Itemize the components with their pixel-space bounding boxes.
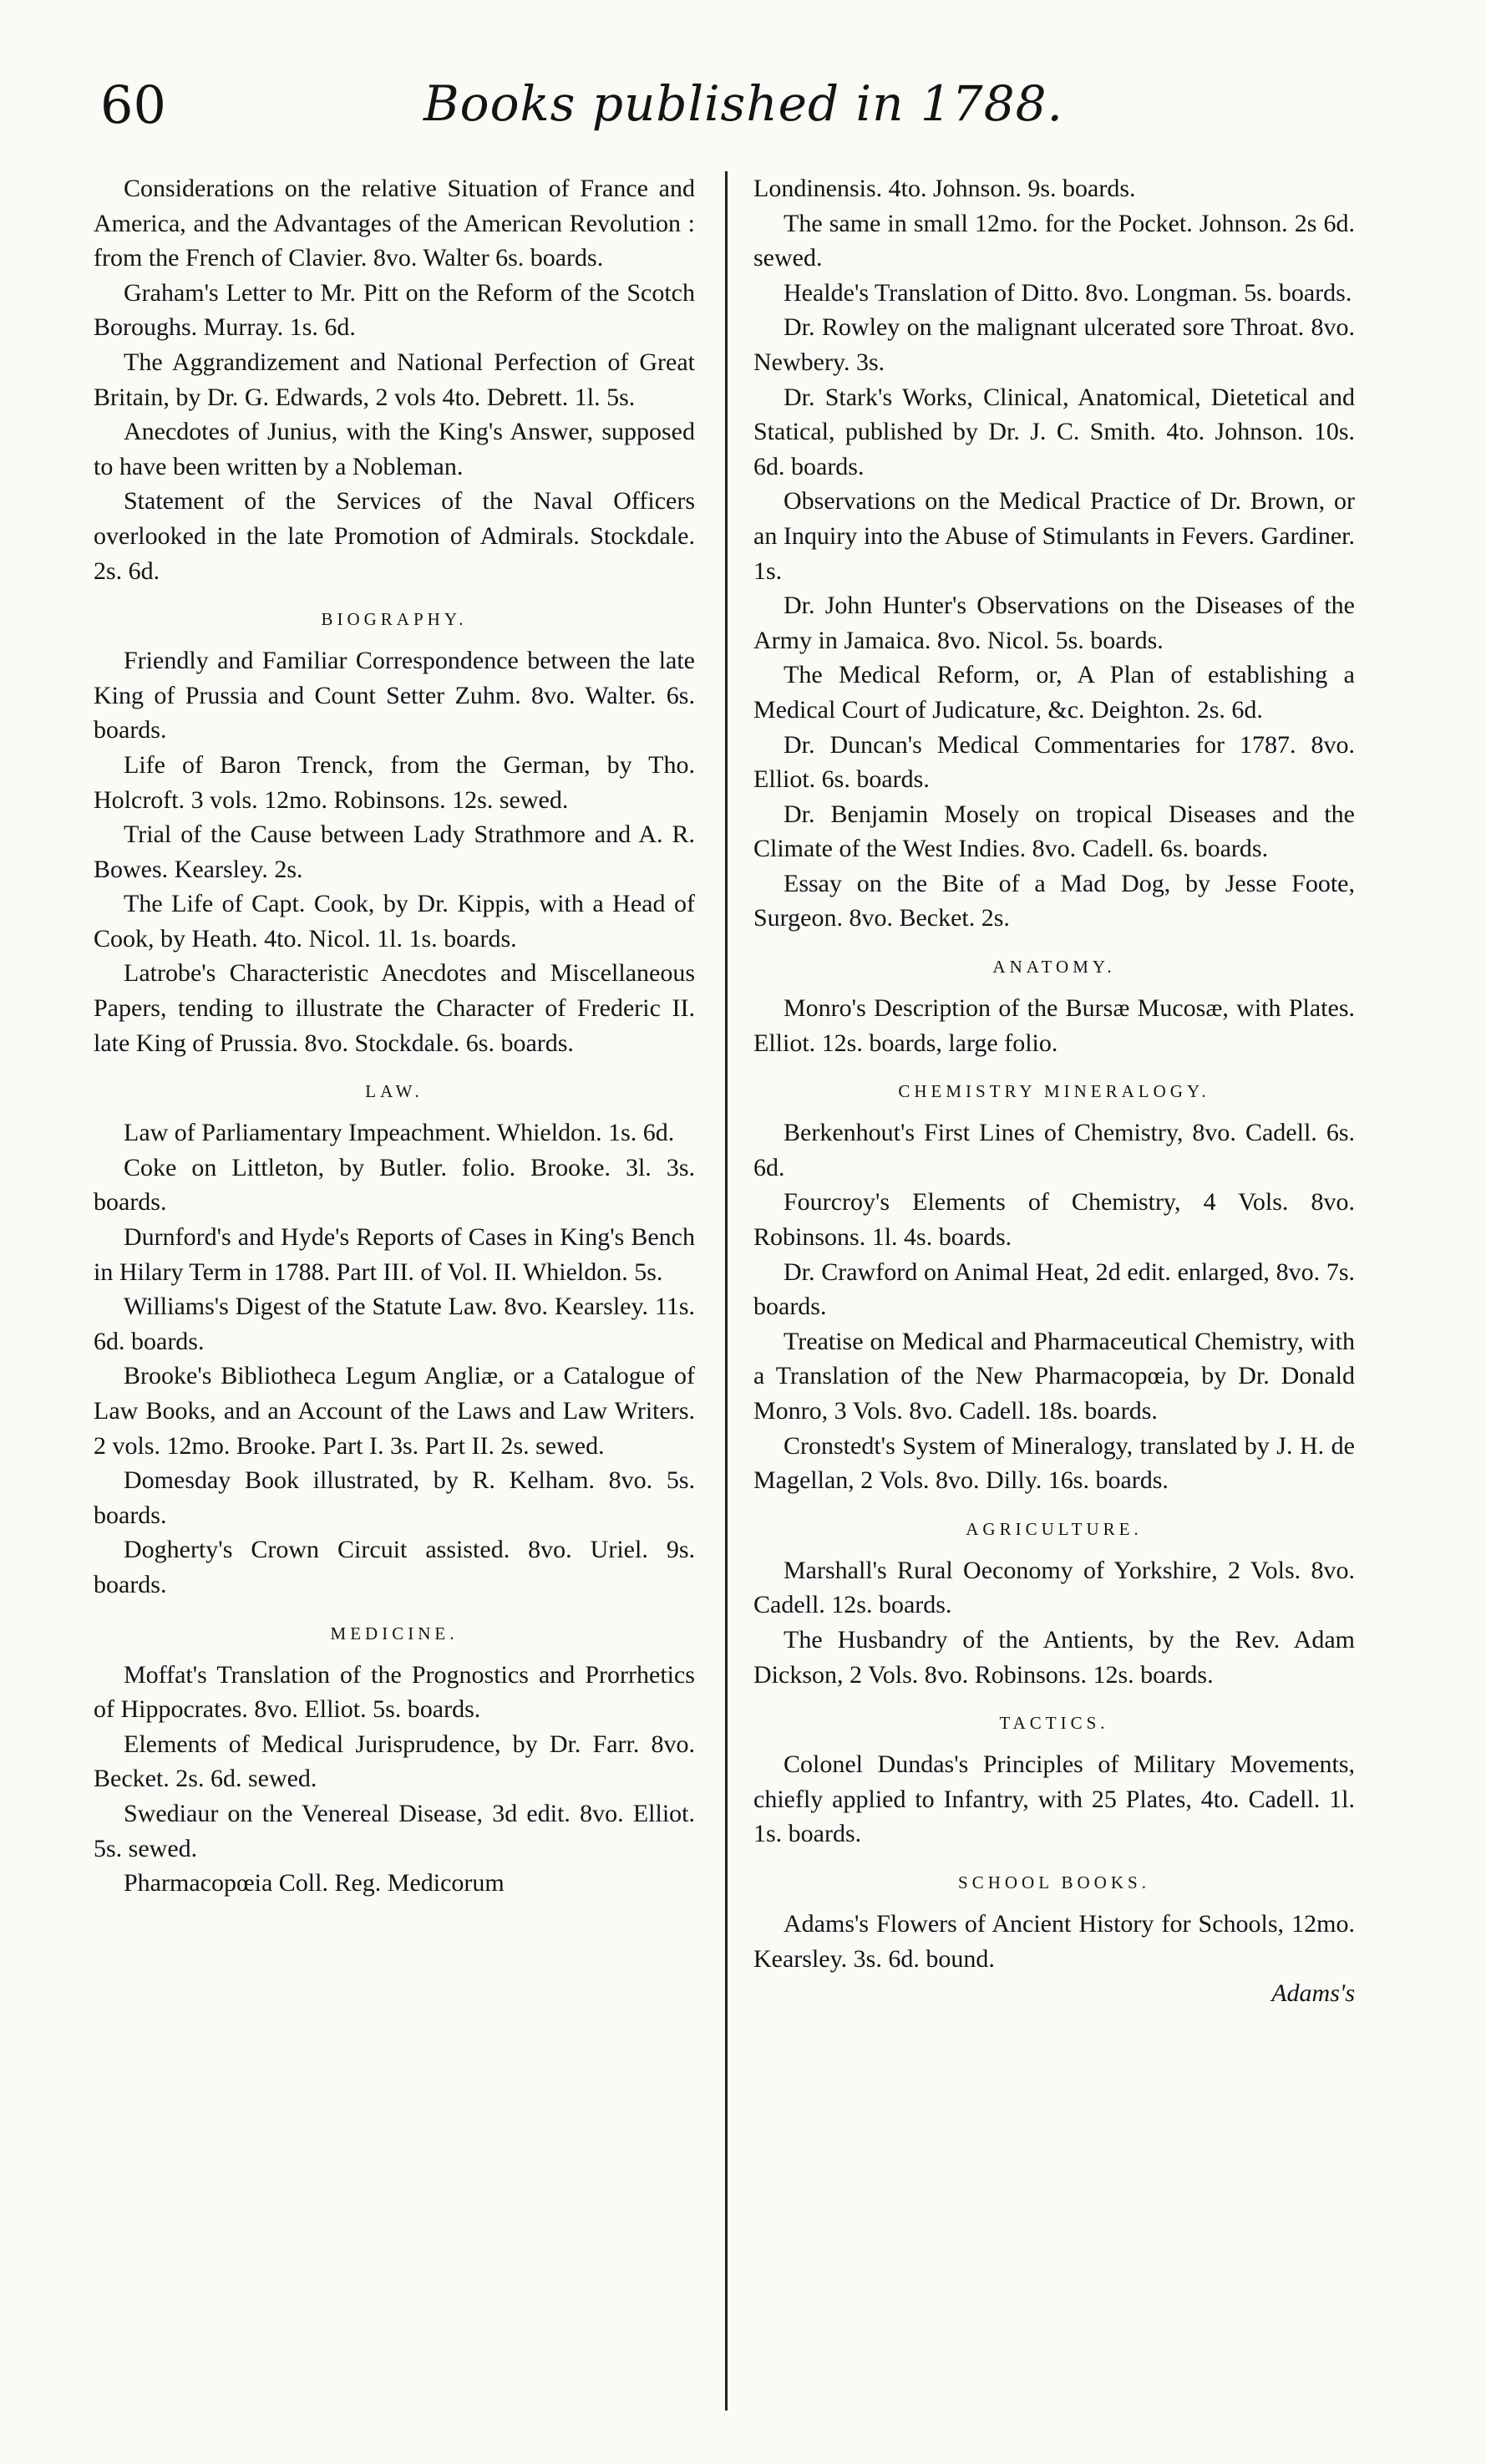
book-entry: Dr. Benjamin Mosely on tropical Diseases and the Climate of the West Indies. 8vo. Cadell. 6s. boards.	[753, 800, 1355, 863]
book-entry: Coke on Littleton, by Butler. folio. Brooke. 3l. 3s. boards.	[94, 1153, 695, 1217]
book-entry: Moffat's Translation of the Prognostics and Prorrhetics of Hippocrates. 8vo. Elliot. 5s. boards.	[94, 1660, 695, 1724]
book-entry: Law of Parliamentary Impeachment. Whieldon. 1s. 6d.	[124, 1119, 675, 1147]
right-column	[753, 171, 1355, 2011]
book-entry: Anecdotes of Junius, with the King's Answer, supposed to have been written by a Nobleman.	[94, 418, 695, 480]
book-entry: Dogherty's Crown Circuit assisted. 8vo. Uriel. 9s. boards.	[94, 1536, 695, 1598]
entry-continuation: Londinensis. 4to. Johnson. 9s. boards.	[753, 175, 1136, 202]
book-entry: Berkenhout's First Lines of Chemistry, 8vo. Cadell. 6s. 6d.	[753, 1119, 1355, 1181]
book-entry: Brooke's Bibliotheca Legum Angliæ, or a Catalogue of Law Books, and an Account of the Laws and Law Writers. 2 vols. 12mo. Brooke. Part I. 3s. Part II. 2s. sewed.	[94, 1362, 695, 1460]
section-heading: MEDICINE.	[330, 1623, 459, 1644]
book-entry: Latrobe's Characteristic Anecdotes and Miscellaneous Papers, tending to illustrate the Character of Frederic II. late King of Prussia. 8vo. Stockdale. 6s. boards.	[94, 959, 695, 1057]
book-entry: Statement of the Services of the Naval Officers overlooked in the late Promotion of Admirals. Stockdale. 2s. 6d.	[94, 487, 695, 585]
running-title: Books published in 1788.	[423, 75, 1063, 132]
book-entry: The Aggrandizement and National Perfection of Great Britain, by Dr. G. Edwards, 2 vols 4to. Debrett. 1l. 5s.	[94, 348, 695, 411]
book-entry: The same in small 12mo. for the Pocket. Johnson. 2s 6d. sewed.	[753, 209, 1355, 272]
book-entry: The Medical Reform, or, A Plan of establishing a Medical Court of Judicature, &c. Deighton. 2s. 6d.	[753, 661, 1355, 724]
book-entry: Trial of the Cause between Lady Strathmore and A. R. Bowes. Kearsley. 2s.	[94, 820, 695, 883]
book-entry: Elements of Medical Jurisprudence, by Dr. Farr. 8vo. Becket. 2s. 6d. sewed.	[94, 1730, 695, 1793]
book-entry: Essay on the Bite of a Mad Dog, by Jesse Foote, Surgeon. 8vo. Becket. 2s.	[753, 869, 1355, 932]
book-entry: Dr. Crawford on Animal Heat, 2d edit. enlarged, 8vo. 7s. boards.	[753, 1257, 1355, 1321]
book-entry: Healde's Translation of Ditto. 8vo. Longman. 5s. boards.	[784, 278, 1352, 307]
section-heading: LAW.	[365, 1081, 423, 1102]
book-entry: Life of Baron Trenck, from the German, by Tho. Holcroft. 3 vols. 12mo. Robinsons. 12s. sewed.	[94, 750, 695, 814]
column-divider	[725, 171, 728, 2411]
book-entry: Adams's Flowers of Ancient History for Schools, 12mo. Kearsley. 3s. 6d. bound.	[753, 1909, 1355, 1973]
book-entry: Fourcroy's Elements of Chemistry, 4 Vols. 8vo. Robinsons. 1l. 4s. boards.	[753, 1188, 1355, 1252]
section-heading: SCHOOL BOOKS.	[958, 1872, 1150, 1892]
book-entry: Durnford's and Hyde's Reports of Cases in King's Bench in Hilary Term in 1788. Part III. of Vol. II. Whieldon. 5s.	[94, 1223, 695, 1286]
book-entry: Treatise on Medical and Pharmaceutical Chemistry, with a Translation of the New Pharmacopœia, by Dr. Donald Monro, 3 Vols. 8vo. Cadell. 18s. boards.	[753, 1327, 1355, 1425]
book-entry: Observations on the Medical Practice of Dr. Brown, or an Inquiry into the Abuse of Stimulants in Fevers. Gardiner. 1s.	[753, 487, 1355, 585]
book-entry: Cronstedt's System of Mineralogy, translated by J. H. de Magellan, 2 Vols. 8vo. Dilly. 16s. boards.	[753, 1431, 1355, 1495]
left-column	[94, 171, 695, 1901]
book-entry: Williams's Digest of the Statute Law. 8vo. Kearsley. 11s. 6d. boards.	[94, 1293, 695, 1355]
section-heading: AGRICULTURE.	[966, 1518, 1143, 1539]
section-heading: ANATOMY.	[992, 957, 1116, 978]
book-entry: Considerations on the relative Situation of France and America, and the Advantages of the American Revolution : from the French of Clavier. 8vo. Walter 6s. boards.	[94, 175, 695, 272]
book-entry: Monro's Description of the Bursæ Mucosæ, with Plates. Elliot. 12s. boards, large folio.	[753, 994, 1355, 1057]
book-entry: Colonel Dundas's Principles of Military Movements, chiefly applied to Infantry, with 25 Plates, 4to. Cadell. 1l. 1s. boards.	[753, 1750, 1355, 1848]
page-number: 60	[100, 74, 166, 135]
book-entry: Graham's Letter to Mr. Pitt on the Reform of the Scotch Boroughs. Murray. 1s. 6d.	[94, 278, 695, 342]
book-entry: Pharmacopœia Coll. Reg. Medicorum	[124, 1869, 505, 1898]
book-entry: The Husbandry of the Antients, by the Rev. Adam Dickson, 2 Vols. 8vo. Robinsons. 12s. boards.	[753, 1625, 1355, 1689]
book-entry: Marshall's Rural Oeconomy of Yorkshire, 2 Vols. 8vo. Cadell. 12s. boards.	[753, 1556, 1355, 1619]
book-entry: Dr. Stark's Works, Clinical, Anatomical, Dietetical and Statical, published by Dr. J. C. Smith. 4to. Johnson. 10s. 6d. boards.	[753, 383, 1355, 480]
book-entry: Swediaur on the Venereal Disease, 3d edit. 8vo. Elliot. 5s. sewed.	[94, 1799, 695, 1862]
book-entry: The Life of Capt. Cook, by Dr. Kippis, with a Head of Cook, by Heath. 4to. Nicol. 1l. 1s. boards.	[94, 890, 695, 953]
book-entry: Friendly and Familiar Correspondence between the late King of Prussia and Count Setter Zuhm. 8vo. Walter. 6s. boards.	[94, 647, 695, 744]
book-entry: Dr. Rowley on the malignant ulcerated sore Throat. 8vo. Newbery. 3s.	[753, 313, 1355, 376]
page-header	[100, 74, 1387, 155]
book-entry: Dr. Duncan's Medical Commentaries for 1787. 8vo. Elliot. 6s. boards.	[753, 730, 1355, 794]
section-heading: TACTICS.	[999, 1713, 1109, 1734]
section-heading: BIOGRAPHY.	[321, 609, 468, 630]
section-heading: CHEMISTRY MINERALOGY.	[898, 1081, 1210, 1102]
book-entry: Dr. John Hunter's Observations on the Diseases of the Army in Jamaica. 8vo. Nicol. 5s. boards.	[753, 592, 1355, 654]
book-entry: Domesday Book illustrated, by R. Kelham. 8vo. 5s. boards.	[94, 1466, 695, 1529]
catchword: Adams's	[1271, 1979, 1355, 2008]
